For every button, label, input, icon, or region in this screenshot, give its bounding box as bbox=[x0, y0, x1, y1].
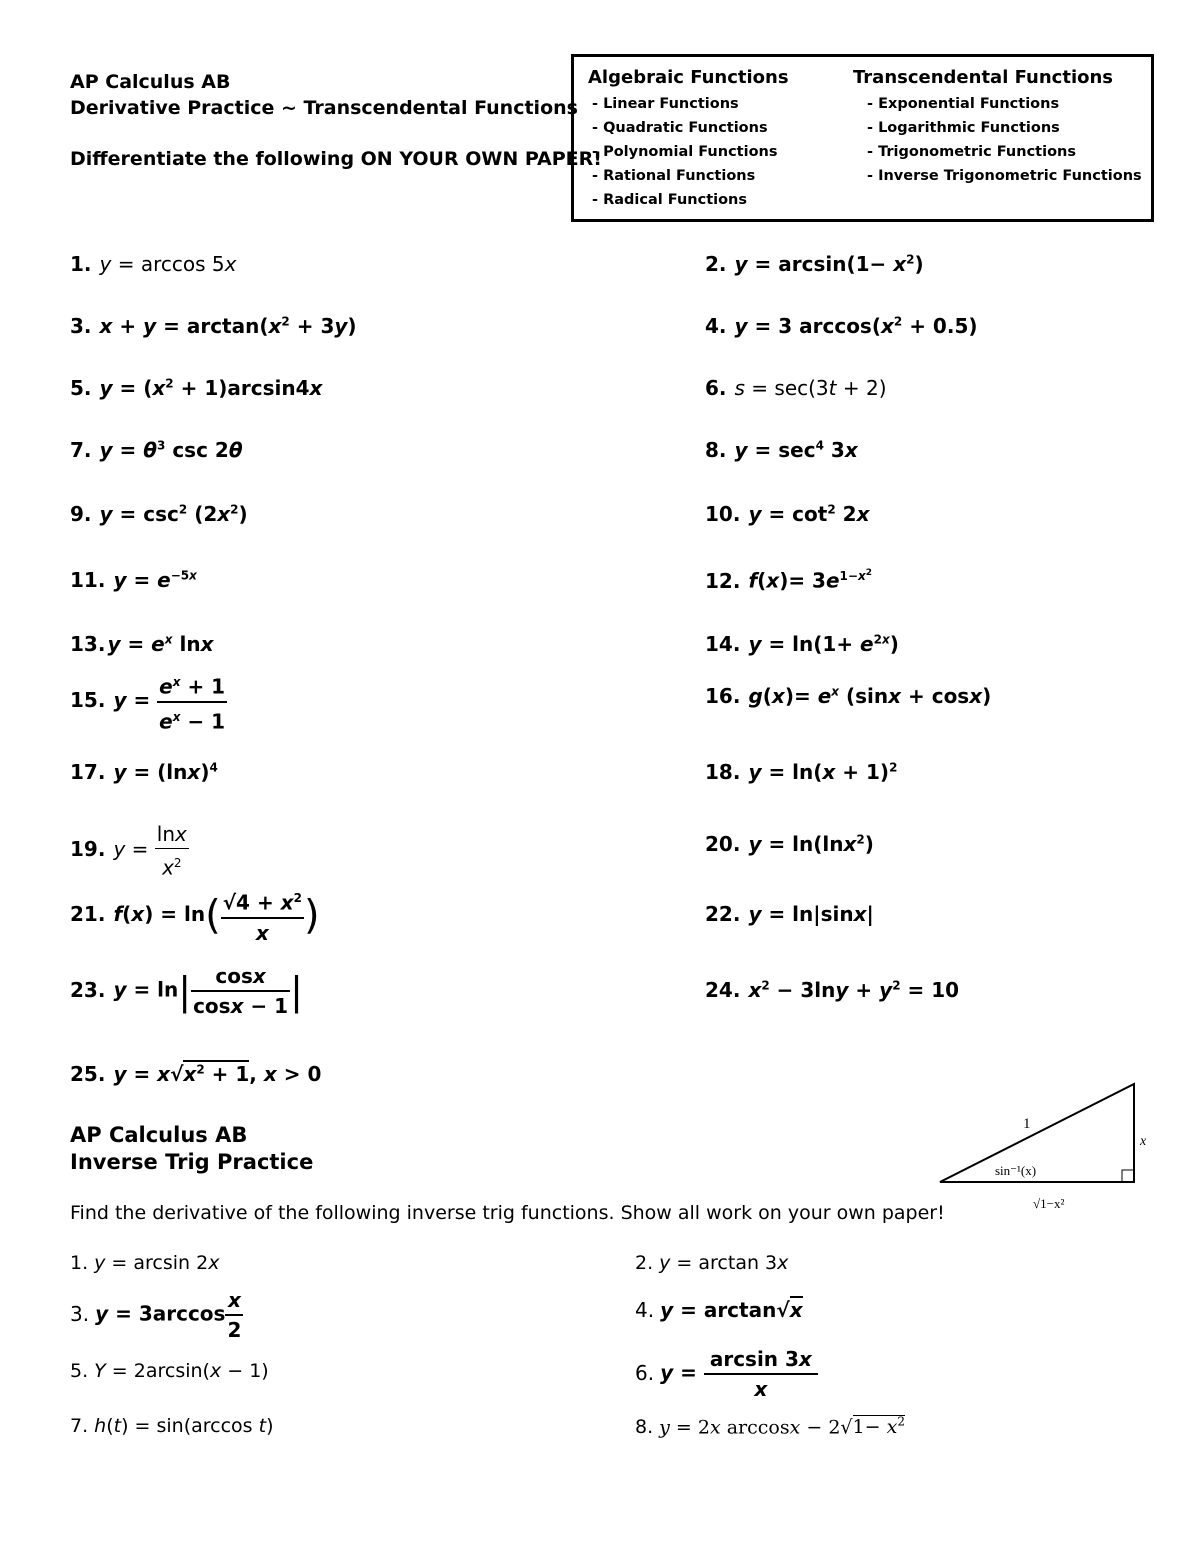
trig-problem-5: 5. Y = 2arcsin(x − 1) bbox=[70, 1360, 269, 1382]
problem-22: 22. y = ln|sinx| bbox=[705, 902, 874, 926]
algebraic-item: - Linear Functions bbox=[592, 96, 739, 112]
problem-15: 15. y = $\frac{e^x + 1}{e^x - 1}$ bbox=[70, 668, 227, 735]
trig-problem-8: 8. y = 2x $\arccos x - 2√1- x^2$ bbox=[635, 1415, 905, 1439]
section2-course: AP Calculus AB bbox=[70, 1123, 248, 1147]
transcendental-item: - Logarithmic Functions bbox=[867, 120, 1060, 136]
problem-6: 6. s = sec(3t + 2) bbox=[705, 376, 887, 400]
reference-triangle bbox=[935, 1078, 1155, 1218]
trig-problem-4: 4. y = arctan√x bbox=[635, 1298, 803, 1322]
problem-4: 4. y = 3 $\arccos(x^2 + 0.5)$ bbox=[705, 314, 978, 338]
trig-problem-7: 7. h(t) = sin(arccos t) bbox=[70, 1415, 274, 1437]
problem-1: 1. y = arccos 5x bbox=[70, 252, 237, 276]
algebraic-item: - Rational Functions bbox=[592, 168, 756, 184]
trig-problem-6: 6. y = $\frac{\arcsin 3x}{x}$ bbox=[635, 1345, 818, 1403]
problem-3: 3. $x + y = \arctan(x^2 + 3y)$ bbox=[70, 314, 357, 338]
algebraic-item: - Radical Functions bbox=[592, 192, 748, 208]
worksheet-subtitle: Derivative Practice ~ Transcendental Functions bbox=[70, 97, 578, 119]
triangle-shape bbox=[940, 1084, 1134, 1182]
section2-title: Inverse Trig Practice bbox=[70, 1150, 314, 1174]
transcendental-column bbox=[853, 67, 1142, 188]
problem-25: 25. $y = x√x^2 + 1$, x > 0 bbox=[70, 1062, 322, 1086]
worksheet-instructions: Differentiate the following ON YOUR OWN PAPER! bbox=[70, 148, 602, 170]
problem-20: 20. y = ln(lnx$^2$) bbox=[705, 832, 874, 856]
course-title: AP Calculus AB bbox=[70, 71, 231, 93]
angle-label: sin⁻¹(x) bbox=[995, 1163, 1037, 1178]
transcendental-item: - Exponential Functions bbox=[867, 96, 1060, 112]
trig-problem-2: 2. y = arctan 3x bbox=[635, 1252, 789, 1274]
problem-7: 7. $y = \theta^3$ csc 2θ bbox=[70, 438, 243, 462]
problem-12: 12. $f(x)= 3e^{1-x^2}$ bbox=[705, 568, 872, 593]
problem-8: 8. $y = \sec^4 3x$ bbox=[705, 438, 858, 462]
transcendental-item: - Trigonometric Functions bbox=[867, 144, 1076, 160]
algebraic-item: - Quadratic Functions bbox=[592, 120, 768, 136]
problem-2: 2. $y = \arcsin(1- x^2)$ bbox=[705, 252, 924, 276]
problem-23: 23. y = ln| $\frac{\cos x}{\cos x - 1}$ | bbox=[70, 964, 303, 1018]
algebraic-column bbox=[588, 67, 789, 212]
function-types-box bbox=[571, 54, 1154, 222]
problem-21: 21. f(x) = ln( $\frac{√4 + x^2}{x}$ ) bbox=[70, 884, 320, 947]
problem-11: 11. $y = e^{-5x}$ bbox=[70, 568, 197, 592]
algebraic-title: Algebraic Functions bbox=[588, 67, 789, 88]
problem-5: 5. $y = (x^2 + 1)\arcsin 4x$ bbox=[70, 376, 323, 400]
adjacent-label: √1−x² bbox=[1033, 1196, 1065, 1211]
trig-problem-1: 1. y = arcsin 2x bbox=[70, 1252, 220, 1274]
problem-9: 9. $y = \csc^2 (2x^2)$ bbox=[70, 502, 248, 526]
opposite-label: x bbox=[1140, 1134, 1147, 1149]
problem-14: 14. $y = \ln(1+ e^{2x})$ bbox=[705, 632, 899, 656]
problem-10: 10. $y = \cot^2 2x$ bbox=[705, 502, 870, 526]
transcendental-title: Transcendental Functions bbox=[853, 67, 1114, 88]
section2-instructions: Find the derivative of the following inverse trig functions. Show all work on your own paper! bbox=[70, 1202, 945, 1224]
problem-24: 24. $x^2 - 3\ln y + y^2 = 10$ bbox=[705, 978, 960, 1002]
problem-13: 13. $y = e^x$ lnx bbox=[70, 632, 214, 656]
algebraic-item: - Polynomial Functions bbox=[592, 144, 778, 160]
right-angle-mark bbox=[1122, 1170, 1134, 1182]
trig-problem-3: 3. y = 3arccos $\frac{x}{2}$ bbox=[70, 1288, 242, 1342]
problem-17: 17. $y = (\ln x)^4$ bbox=[70, 760, 218, 784]
problem-18: 18. $y = \ln(x + 1)^2$ bbox=[705, 760, 898, 784]
hypotenuse-label: 1 bbox=[1023, 1116, 1031, 1132]
problem-19: 19. y = $\frac{\ln x}{x^2}$ bbox=[70, 822, 187, 880]
transcendental-item: - Inverse Trigonometric Functions bbox=[867, 168, 1142, 184]
problem-16: 16. $g(x)= e^x$ (sinx + cosx) bbox=[705, 684, 992, 708]
